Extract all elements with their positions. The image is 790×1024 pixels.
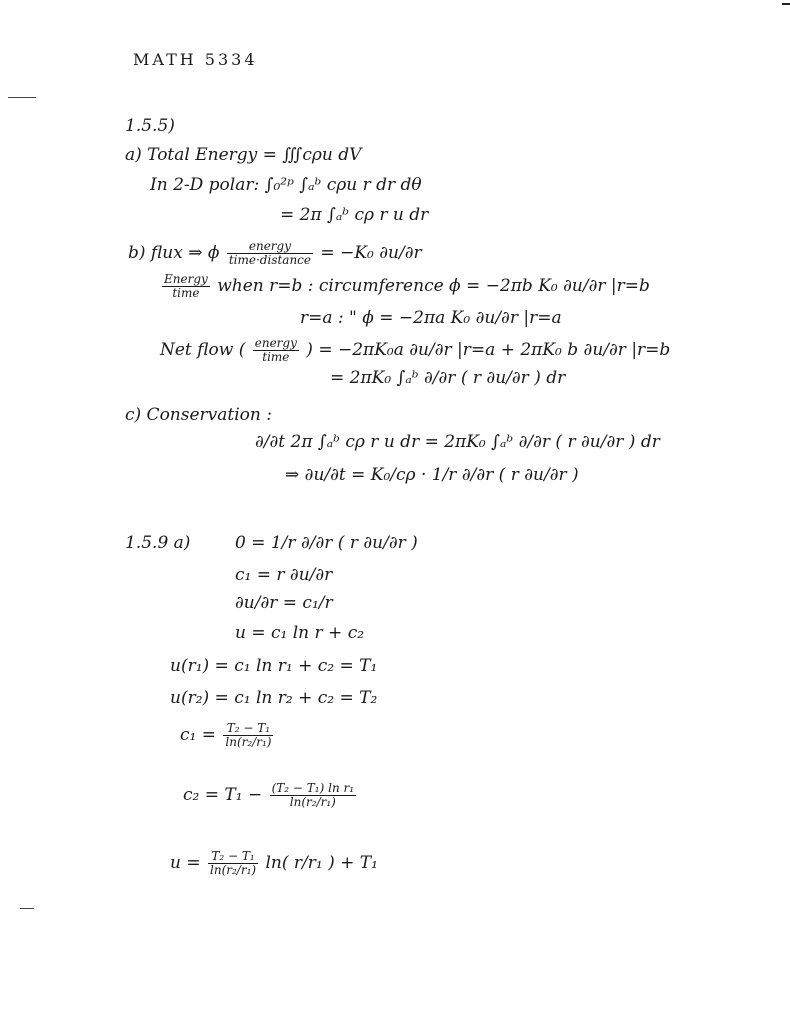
problem-label-1-5-5: 1.5.5) — [125, 116, 175, 136]
fourier-law: = −K₀ ∂u/∂r — [320, 243, 422, 263]
part-b-line-2 — [160, 273, 650, 300]
c2-fraction — [270, 782, 356, 809]
p159-line-9 — [170, 850, 378, 877]
solution-tail: ln( r/r₁ ) + T₁ — [265, 853, 378, 873]
solution-fraction — [208, 850, 258, 877]
c1-fraction — [223, 722, 273, 749]
fraction-denominator: ln(r₂/r₁) — [289, 795, 336, 809]
fraction-numerator: T₂ − T₁ — [208, 850, 258, 864]
fraction-numerator: T₂ − T₁ — [223, 722, 273, 736]
fraction-numerator: energy — [254, 336, 297, 350]
u-label: u = — [170, 853, 201, 873]
part-c-line-1: c) Conservation : — [125, 405, 272, 425]
part-c-line-3: ⇒ ∂u/∂t = K₀/cρ · 1/r ∂/∂r ( r ∂u/∂r ) — [285, 465, 579, 485]
p159-line-7 — [180, 722, 275, 749]
fraction-denominator: time — [262, 350, 290, 364]
energy-per-time-fraction — [253, 337, 299, 364]
p159-line-2: c₁ = r ∂u/∂r — [235, 565, 333, 585]
fraction-denominator: time — [172, 286, 200, 300]
p159-line-6: u(r₂) = c₁ ln r₂ + c₂ = T₂ — [170, 688, 378, 708]
c2-label: c₂ = T₁ − — [183, 785, 263, 805]
part-a-line-2: In 2-D polar: ∫₀²ᵖ ∫ₐᵇ cρu r dr dθ — [150, 175, 422, 195]
p159-line-1: 0 = 1/r ∂/∂r ( r ∂u/∂r ) — [235, 533, 418, 553]
part-a-line-3: = 2π ∫ₐᵇ cρ r u dr — [280, 205, 429, 225]
problem-label-1-5-9: 1.5.9 a) — [125, 533, 191, 553]
part-c-line-2: ∂/∂t 2π ∫ₐᵇ cρ r u dr = 2πK₀ ∫ₐᵇ ∂/∂r ( r ∂u/∂r ) dr — [255, 432, 660, 452]
part-b-line-3: r=a : " ϕ = −2πa K₀ ∂u/∂r |r=a — [300, 308, 562, 328]
flux-at-r-equals-b: when r=b : circumference ϕ = −2πb K₀ ∂u/∂r |r=b — [217, 276, 650, 296]
p159-line-8 — [183, 782, 358, 809]
fraction-numerator: energy — [227, 240, 313, 254]
scan-margin-mark — [20, 908, 34, 909]
course-header: MATH 5334 — [133, 50, 258, 69]
c1-label: c₁ = — [180, 725, 216, 745]
scan-corner-mark — [782, 3, 790, 5]
part-a-line-1: a) Total Energy = ∭cρu dV — [125, 145, 362, 165]
p159-line-4: u = c₁ ln r + c₂ — [235, 623, 365, 643]
p159-line-3: ∂u/∂r = c₁/r — [235, 593, 333, 613]
fraction-denominator: ln(r₂/r₁) — [210, 863, 257, 877]
fraction-numerator: Energy — [164, 272, 208, 286]
part-b-line-4 — [160, 337, 670, 364]
net-flow-label: Net flow ( — [160, 340, 246, 360]
net-flow-expression: ) = −2πK₀a ∂u/∂r |r=a + 2πK₀ b ∂u/∂r |r=b — [306, 340, 671, 360]
fraction-denominator: time·distance — [228, 253, 312, 267]
part-b-flux-label: b) flux ⇒ ϕ — [128, 243, 220, 263]
scan-margin-mark — [8, 97, 36, 98]
energy-per-time-distance-fraction — [227, 240, 313, 267]
part-b-line-1 — [128, 240, 422, 267]
part-b-line-5: = 2πK₀ ∫ₐᵇ ∂/∂r ( r ∂u/∂r ) dr — [330, 368, 566, 388]
energy-per-time-fraction — [162, 273, 210, 300]
p159-line-5: u(r₁) = c₁ ln r₁ + c₂ = T₁ — [170, 656, 378, 676]
fraction-denominator: ln(r₂/r₁) — [225, 735, 272, 749]
fraction-numerator: (T₂ − T₁) ln r₁ — [271, 781, 355, 795]
